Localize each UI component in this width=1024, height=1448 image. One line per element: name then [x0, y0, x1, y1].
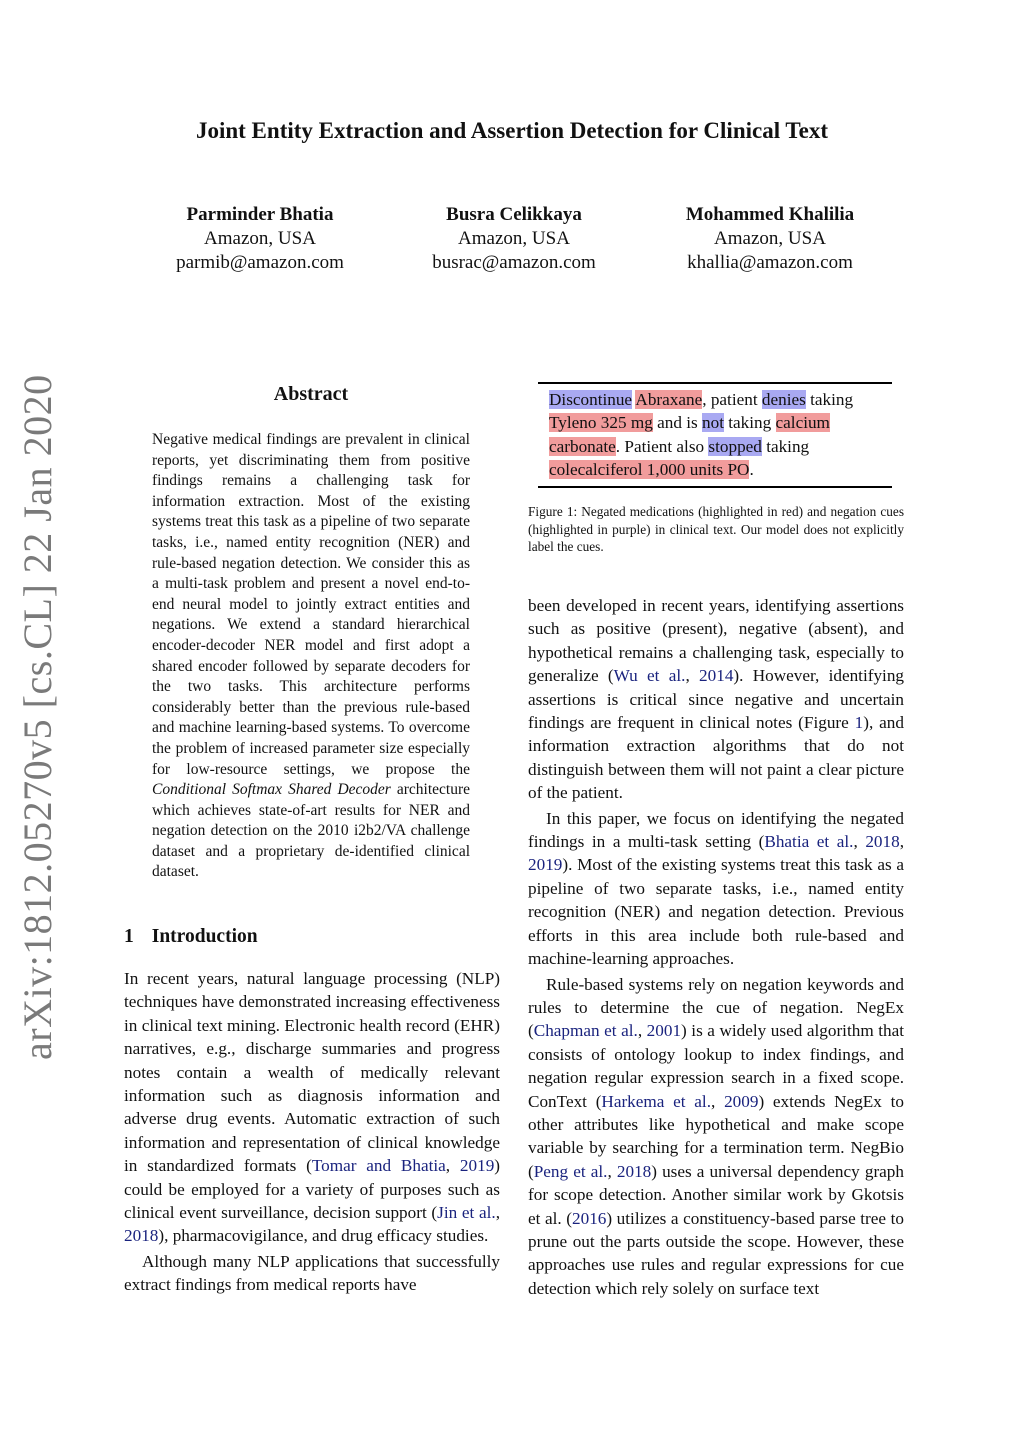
left-column [124, 967, 500, 1297]
negated-entity-highlight: calcium carbonate [549, 413, 830, 456]
negated-entity-highlight: Abraxane [635, 390, 703, 409]
figure-caption: Figure 1: Negated medications (highlighted in red) and negation cues (highlighted in purple) in clinical text. Our model does not explicitly label the cues. [528, 504, 904, 554]
text-run: ). However, identifying assertions is critical since negative and uncertain findings are frequent in clinical notes (Figure [528, 666, 905, 733]
citation-link[interactable]: Tomar and Bhatia [311, 1156, 446, 1176]
text-run: In recent years, natural language processing (NLP) techniques have demonstrated increasing effectiveness in clinical text mining. Electronic health record (EHR) narratives, e.g., discharge summaries and progress notes contain a wealth of medically relevant information such as diagnosis information and adverse drug events. Automatic extraction of such information and representation of clinical knowledge in standardized formats ( [124, 969, 500, 1176]
citation-year-link[interactable]: 2018 [124, 1226, 159, 1246]
negated-entity-highlight: colecalciferol 1,000 units PO [549, 460, 750, 480]
citation-year-link[interactable]: 2018 [616, 1161, 652, 1181]
figure-1 [538, 382, 892, 488]
text-run: taking [761, 436, 810, 456]
text-run: ), pharmacovigilance, and drug efficacy studies. [158, 1226, 489, 1246]
citation-year-link[interactable]: 2019 [528, 855, 563, 875]
section-number: 1 [124, 926, 134, 947]
text-run: , [853, 832, 866, 852]
text-run: . [749, 460, 754, 480]
author-block [150, 203, 370, 275]
citation-year-link[interactable]: 2001 [646, 1021, 682, 1041]
text-run: , [637, 1021, 647, 1041]
text-run: ) is a widely used algorithm that consists of ontology lookup to index findings, and negation regular expression search in a fixed scope. ConText ( [528, 1021, 905, 1111]
negated-entity-highlight: Tyleno 325 mg [549, 413, 653, 433]
text-run: ), and information extraction algorithms that do not distinguish between them will not paint a clear picture of the patient. [528, 713, 904, 803]
author-email: busrac@amazon.com [432, 252, 596, 273]
author-affiliation: Amazon, USA [714, 228, 826, 249]
text-run: In this paper, we focus on identifying the negated findings in a multi-task setting ( [528, 808, 904, 852]
text-run: , [445, 1156, 460, 1176]
paragraph [528, 807, 904, 971]
arxiv-identifier: arXiv:1812.05270v5 [cs.CL] 22 Jan 2020 [15, 374, 60, 1060]
paragraph [528, 594, 904, 805]
paragraph [124, 967, 500, 1248]
text-run: ) could be employed for a variety of purposes such as clinical event surveillance, decision support ( [124, 1156, 501, 1223]
negation-cue-highlight: denies [761, 390, 806, 409]
right-column [528, 594, 904, 1300]
citation-link[interactable]: Chapman et al. [533, 1021, 638, 1041]
text-run: , [711, 1091, 725, 1111]
abstract-text: architecture which achieves state-of-art results for NER and negation detection on the 2010 i2b2/VA challenge dataset and a proprietary de-identified clinical dataset. [152, 781, 471, 881]
text-run: taking [723, 413, 776, 433]
citation-link[interactable]: Wu et al. [613, 666, 686, 686]
text-run: ) utilizes a constituency-based parse tree to prune out the parts outside the scope. However, these approaches use rules and regular expressions for cue detection which rely solely on surface text [528, 1208, 904, 1298]
author-name: Mohammed Khalilia [685, 204, 855, 225]
abstract-heading: Abstract [273, 383, 349, 405]
citation-link[interactable]: Bhatia et al. [764, 832, 854, 852]
citation-year-link[interactable]: 2014 [699, 666, 734, 686]
text-run: and is [652, 413, 702, 433]
text-run: , [495, 1203, 500, 1223]
text-run: . Patient also [615, 436, 709, 456]
abstract-text: Negative medical findings are prevalent in clinical reports, yet discriminating them from positive findings remains a challenging task for information extraction. Most of the existing systems treat this task as a pipeline of two separate tasks, i.e., named entity recognition (NER) and rule-based negation detection. We consider this as a multi-task problem and present a novel end-to-end neural model to jointly extract entities and negations. We extend a standard hierarchical encoder-decoder NER model and first adopt a shared encoder followed by separate decoders for the two tasks. This architecture performs considerably better than the previous rule-based and machine learning-based systems. To overcome the problem of increased parameter size especially for low-resource settings, we propose the [152, 431, 470, 778]
citation-link[interactable]: Harkema et al. [601, 1091, 712, 1111]
text-run: been developed in recent years, identifying assertions such as positive (present), negative (absent), and hypothetical remains a challenging task, especially to generalize ( [528, 596, 904, 686]
paper-title: Joint Entity Extraction and Assertion Detection for Clinical Text [195, 118, 829, 143]
citation-link[interactable]: Jin et al. [437, 1203, 496, 1223]
text-run: taking [805, 390, 854, 409]
citation-year-link[interactable]: 2009 [724, 1091, 759, 1111]
section-heading [124, 926, 258, 948]
author-affiliation: Amazon, USA [204, 228, 316, 249]
negation-cue-highlight: Discontinue [549, 390, 633, 409]
citation-link[interactable]: Peng et al. [533, 1161, 608, 1181]
citation-year-link[interactable]: 2019 [459, 1156, 495, 1176]
author-email: parmib@amazon.com [176, 252, 344, 273]
text-run: ) extends NegEx to other attributes like hypothetical and make scope variable by searching for a termination term. NegBio ( [528, 1091, 905, 1181]
text-run: ). Most of the existing systems treat this task as a pipeline of two separate tasks, i.e., named entity recognition (NER) and negation detection. Previous efforts in this area include both rule-based and machine-learning approaches. [528, 855, 904, 969]
citation-year-link[interactable]: 2016 [572, 1208, 607, 1228]
text-run: ) uses a universal dependency graph for scope detection. Another similar work by Gkotsis et al. ( [528, 1161, 904, 1228]
negation-cue-highlight: stopped [708, 436, 762, 456]
author-block [404, 203, 624, 275]
abstract-body [152, 430, 470, 883]
abstract-italic-term: Conditional Softmax Shared Decoder [152, 781, 391, 799]
text-run: , [607, 1161, 617, 1181]
author-affiliation: Amazon, USA [458, 228, 570, 249]
text-run: , [685, 666, 700, 686]
text-run: Rule-based systems rely on negation keywords and rules to determine the cue of negation. NegEx ( [528, 974, 904, 1041]
figure-example-text [549, 388, 889, 482]
negation-cue-highlight: not [702, 413, 724, 433]
paragraph [528, 973, 904, 1301]
author-name: Busra Celikkaya [446, 204, 582, 225]
paragraph: Although many NLP applications that successfully extract findings from medical reports have [124, 1251, 500, 1295]
citation-year-link[interactable]: 2018 [865, 832, 900, 852]
author-block [650, 203, 890, 275]
text-run: , [899, 832, 904, 852]
text-run: , patient [702, 390, 762, 409]
figure-ref-link[interactable]: 1 [854, 713, 864, 733]
section-title: Introduction [151, 926, 258, 947]
author-email: khallia@amazon.com [687, 252, 853, 273]
author-name: Parminder Bhatia [186, 204, 334, 225]
